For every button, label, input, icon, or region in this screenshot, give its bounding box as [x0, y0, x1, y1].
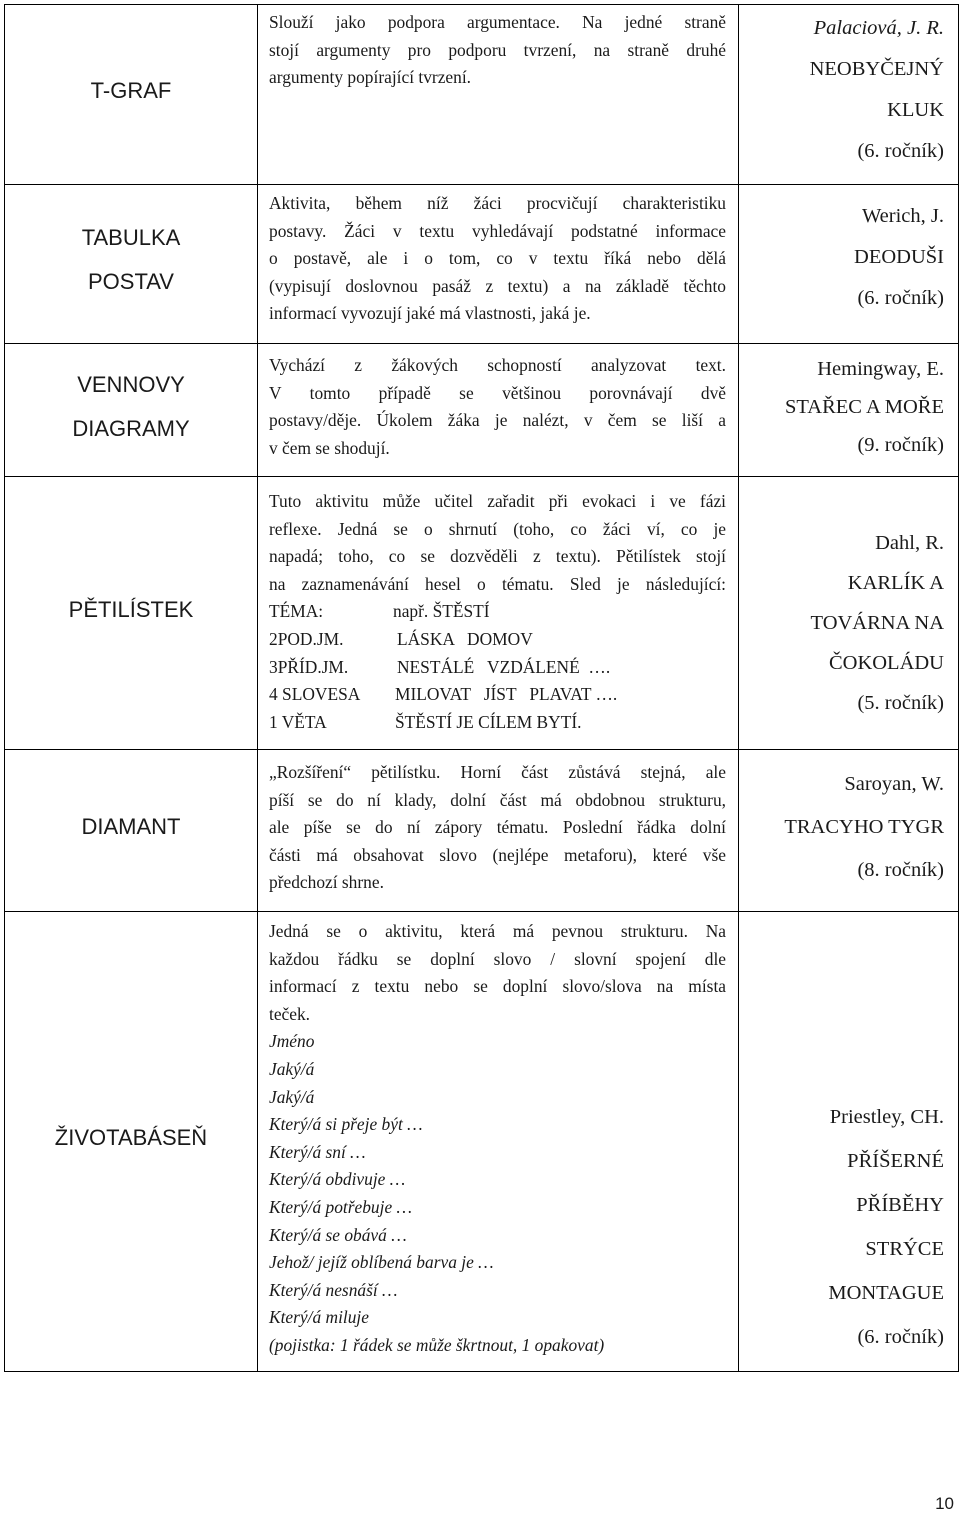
book-grade: (6. ročník) [857, 140, 944, 162]
scheme-line [269, 709, 726, 737]
scheme-line [269, 598, 726, 626]
book-grade: (6. ročník) [857, 1326, 944, 1348]
book-author: Saroyan, W. [844, 773, 944, 795]
table-row [5, 912, 959, 1372]
method-name-cell [5, 185, 258, 344]
poem-line: (pojistka: 1 řádek se může škrtnout, 1 opakovat) [269, 1334, 605, 1355]
book-author: Palaciová, J. R. [813, 17, 944, 39]
book-title-line: STAŘEC A MOŘE [785, 396, 944, 418]
poem-line: Jaký/á [269, 1058, 315, 1079]
book-cell [739, 912, 959, 1372]
book-author: Hemingway, E. [817, 358, 944, 380]
poem-line: Který/á se obává … [269, 1224, 407, 1245]
book-title-line: TRACYHO TYGR [784, 816, 944, 838]
method-name-cell [5, 5, 258, 185]
method-name: ŽIVOTABÁSEŇ [54, 1125, 208, 1150]
description-line: napadá; toho, co se dozvěděli z textu). Pětilístek stojí [269, 546, 726, 567]
description-line: Aktivita, během níž žáci procvičují charakteristiku [269, 193, 726, 213]
scheme-key: 4 SLOVESA [269, 684, 361, 705]
method-name: TABULKA [81, 225, 181, 250]
description-line: stojí argumenty pro podporu tvrzení, na straně druhé [269, 39, 726, 60]
table-row [5, 477, 959, 750]
method-name: POSTAV [88, 269, 174, 294]
book-cell [739, 750, 959, 912]
book-title-line: MONTAGUE [828, 1282, 944, 1304]
book-author: Priestley, CH. [829, 1106, 944, 1128]
method-name: T-GRAF [90, 78, 172, 103]
description-line: ale píše se do ní zápory tématu. Poslední řádka dolní [269, 817, 726, 838]
poem-line: Který/á obdivuje … [269, 1169, 406, 1190]
poem-line: Jaký/á [269, 1086, 315, 1107]
description-line: informací vyvozují jaké má vlastnosti, jaká je. [269, 303, 591, 324]
book-author: Dahl, R. [875, 532, 944, 554]
method-name: PĚTILÍSTEK [68, 596, 194, 622]
description-line: Jedná se o aktivitu, která má pevnou strukturu. Na [269, 921, 726, 941]
description-line: Slouží jako podpora argumentace. Na jedné straně [269, 12, 726, 32]
description-line: v čem se shodují. [269, 437, 390, 458]
methods-table [4, 4, 959, 1372]
book-title-line: ČOKOLÁDU [828, 652, 944, 674]
book-cell [739, 477, 959, 750]
poem-line: Který/á potřebuje … [269, 1196, 412, 1217]
scheme-value: LÁSKA DOMOV [397, 628, 533, 649]
method-name-cell [5, 750, 258, 912]
table-row [5, 185, 959, 344]
method-name: DIAGRAMY [72, 415, 190, 441]
description-line: argumenty popírající tvrzení. [269, 67, 472, 88]
book-grade: (8. ročník) [857, 859, 944, 881]
description-line: (vypisují doslovnou pasáž z textu) a na základě těchto [269, 275, 726, 296]
description-line: o postavě, ale i o tom, co v textu říká nebo dělá [269, 248, 726, 269]
description-line: V tomto případě se většinou porovnávají dvě [269, 382, 726, 403]
scheme-key: 2POD.JM. [269, 628, 344, 649]
book-author: Werich, J. [861, 205, 944, 227]
description-line: Tuto aktivitu může učitel zařadit při evokaci i ve fázi [269, 491, 726, 511]
poem-line: Který/á miluje [269, 1307, 369, 1328]
method-name: VENNOVY [77, 371, 185, 397]
method-description-cell [258, 185, 739, 344]
description-line: části má obsahovat slovo (nejlépe metaforu), které vše [269, 844, 726, 865]
description-line: postavy. Žáci v textu vyhledávají podstatné informace [269, 220, 726, 241]
table-row [5, 344, 959, 477]
scheme-key: 1 VĚTA [269, 711, 327, 732]
method-name-cell [5, 912, 258, 1372]
scheme-value: MILOVAT JÍST PLAVAT …. [395, 684, 618, 705]
method-description-cell [258, 477, 739, 750]
description-line: Vychází z žákových schopností analyzovat text. [269, 355, 726, 375]
method-name: DIAMANT [81, 814, 181, 839]
poem-line: Který/á si přeje být … [269, 1114, 423, 1135]
table-row [5, 5, 959, 185]
description-line: postavy/děje. Úkolem žáka je nalézt, v čem se liší a [269, 410, 726, 431]
book-grade: (6. ročník) [857, 287, 944, 309]
description-line: informací z textu nebo se doplní slovo/slova na místa [269, 976, 726, 997]
book-title-line: NEOBYČEJNÝ [809, 58, 944, 80]
poem-line: Jehož/ jejíž oblíbená barva je … [269, 1252, 494, 1273]
book-title-line: DEODUŠI [854, 246, 944, 268]
scheme-key: TÉMA: [269, 601, 324, 622]
page-number: 10 [935, 1494, 954, 1513]
description-line: „Rozšíření“ pětilístku. Horní část zůstává stejná, ale [269, 762, 726, 782]
scheme-value: např. ŠTĚSTÍ [393, 601, 490, 622]
book-title-line: KLUK [887, 99, 944, 121]
method-name-cell [5, 344, 258, 477]
poem-line: Jméno [269, 1031, 315, 1052]
method-description-cell [258, 750, 739, 912]
scheme-line [269, 681, 726, 709]
book-cell [739, 5, 959, 185]
book-cell [739, 344, 959, 477]
method-description-cell [258, 5, 739, 185]
scheme-line [269, 626, 726, 654]
method-description-cell [258, 912, 739, 1372]
poem-line: Který/á sní … [269, 1141, 366, 1162]
description-line: předchozí shrne. [269, 872, 384, 893]
book-grade: (9. ročník) [857, 434, 944, 456]
table-row [5, 750, 959, 912]
book-title-line: KARLÍK A [847, 572, 944, 594]
description-line: na zaznamenávání hesel o tématu. Sled je následující: [269, 573, 726, 594]
scheme-value: NESTÁLÉ VZDÁLENÉ …. [397, 656, 611, 677]
book-title-line: STRÝCE [865, 1238, 944, 1260]
description-line: každou řádku se doplní slovo / slovní spojení dle [269, 948, 726, 969]
scheme-line [269, 654, 726, 682]
scheme-value: ŠTĚSTÍ JE CÍLEM BYTÍ. [395, 711, 582, 732]
method-name-cell [5, 477, 258, 750]
scheme-key: 3PŘÍD.JM. [269, 656, 349, 677]
book-grade: (5. ročník) [857, 692, 944, 714]
method-description-cell [258, 344, 739, 477]
description-line: teček. [269, 1003, 311, 1024]
book-title-line: PŘÍBĚHY [856, 1194, 944, 1216]
book-cell [739, 185, 959, 344]
description-line: reflexe. Jedná se o shrnutí (toho, co žáci ví, co je [269, 518, 726, 539]
book-title-line: TOVÁRNA NA [810, 612, 944, 634]
poem-line: Který/á nesnáší … [269, 1279, 398, 1300]
description-line: píší se do ní klady, dolní část má obdobnou strukturu, [269, 789, 726, 810]
book-title-line: PŘÍŠERNÉ [847, 1150, 944, 1172]
